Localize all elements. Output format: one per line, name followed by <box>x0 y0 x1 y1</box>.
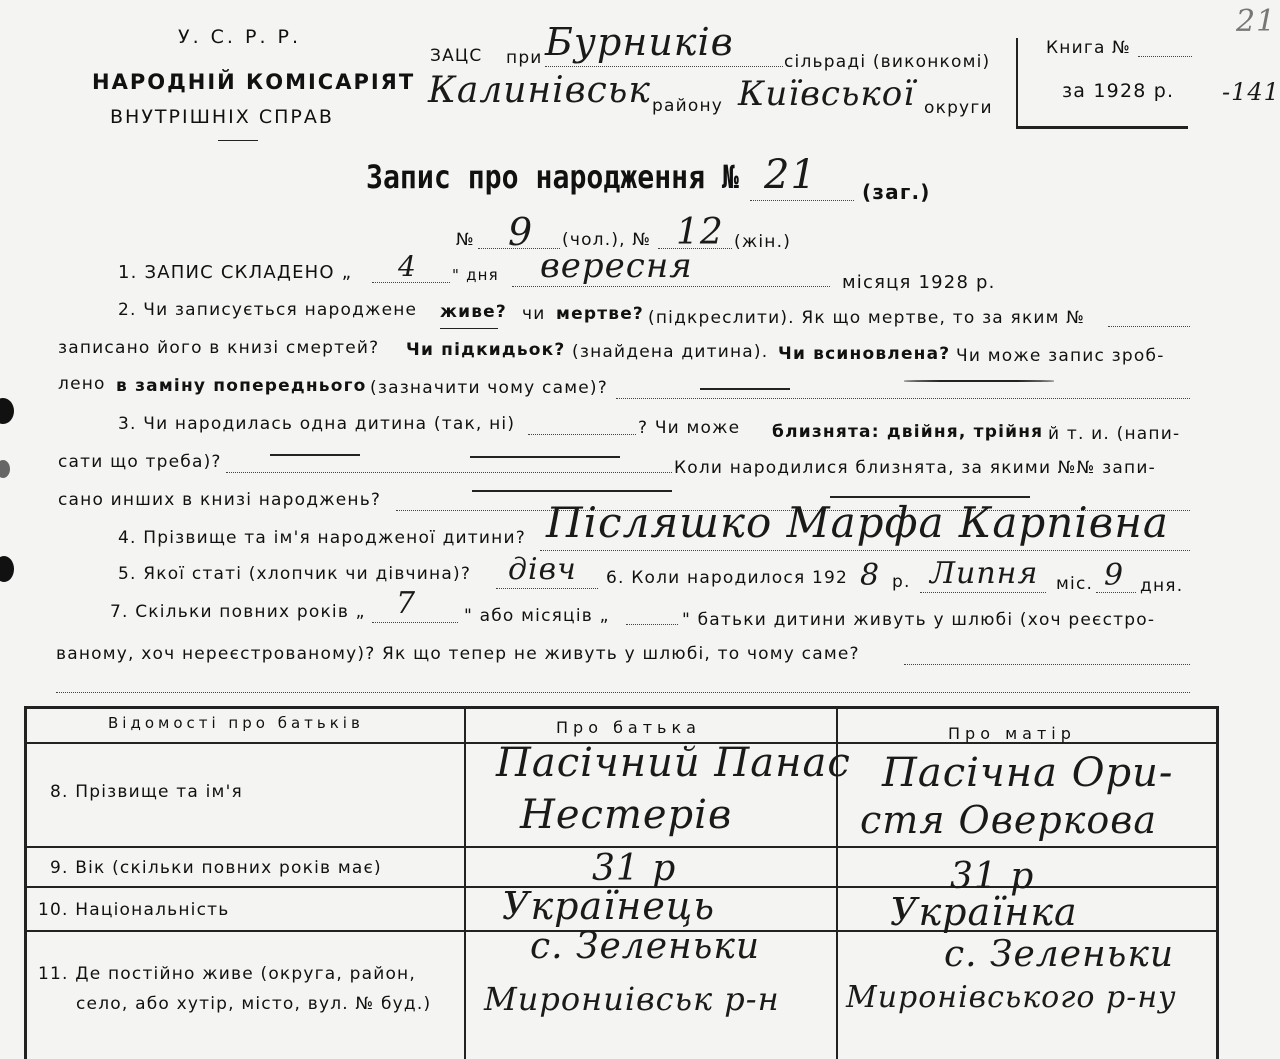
item3-text5: Коли народилися близнята, за якими №№ запи- <box>674 458 1156 478</box>
mother-age-handwritten: 31 р <box>950 856 1035 897</box>
female-number-handwritten: 12 <box>676 212 724 253</box>
table-col-sep <box>464 706 466 1059</box>
book-year: за 1928 р. <box>1062 80 1175 102</box>
no-sign: № <box>456 230 475 250</box>
item2-foundling: Чи підкидьок? <box>406 340 566 360</box>
item2-number-line <box>1108 326 1190 327</box>
item2-text1: 2. Чи записується народжене <box>118 300 418 320</box>
item2-adopted: Чи всиновлена? <box>778 344 951 364</box>
item1-label: 1. ЗАПИС СКЛАДЕНО „ <box>118 262 353 283</box>
table-header-parents: Відомості про батьків <box>108 714 364 732</box>
item7-years-line <box>372 622 458 623</box>
pry-label: при <box>506 48 543 68</box>
item2-reason-line <box>616 398 1190 399</box>
punch-hole <box>0 556 14 582</box>
item7-months-line <box>626 624 678 625</box>
zag-label: (заг.) <box>862 180 931 204</box>
row-name-label: 8. Прізвище та ім'я <box>50 782 243 802</box>
father-age-handwritten: 31 р <box>592 848 677 889</box>
item2-text2: (підкреслити). Як що мертве, то за яким № <box>648 308 1086 328</box>
alive-underline <box>440 328 498 329</box>
record-number-line <box>750 200 854 201</box>
birth-year-handwritten: 8 <box>860 558 881 593</box>
item5-line <box>496 588 598 589</box>
item3-text1: 3. Чи народилась одна дитина (так, ні) <box>118 414 516 434</box>
item3-answer-line <box>528 434 636 435</box>
item1-month-handwritten: вересня <box>540 246 693 286</box>
item7-line <box>904 664 1190 665</box>
record-title: Запис про народження № <box>366 158 739 196</box>
item3-dash <box>470 456 620 458</box>
item2-dash <box>904 380 1054 382</box>
item6-day-line <box>1096 592 1136 593</box>
female-label: (жін.) <box>734 232 792 252</box>
item2-or: чи <box>522 304 546 324</box>
item1-day-label: " дня <box>452 266 499 284</box>
item2-text6: лено <box>58 374 106 394</box>
item4-label: 4. Прізвище та ім'я народженої дитини? <box>118 528 526 548</box>
father-nationality-handwritten: Українець <box>502 884 716 928</box>
item7-label2: " або місяців „ <box>464 606 610 626</box>
mother-residence-handwritten-1: с. Зеленьки <box>944 934 1175 975</box>
punch-hole <box>0 460 10 478</box>
item7-line2 <box>56 692 1190 693</box>
row-age-label: 9. Вік (скільки повних років має) <box>50 858 382 878</box>
book-line <box>1138 56 1192 57</box>
item2-text7: (зазначити чому саме)? <box>370 378 608 398</box>
silradi-label: сільраді (виконкомі) <box>784 52 991 72</box>
item3-text2: ? Чи може <box>638 418 741 438</box>
mother-name-handwritten-2: стя Оверкова <box>860 798 1157 842</box>
table-header-father: Про батька <box>556 718 701 737</box>
table-right <box>1216 706 1219 1059</box>
item6-month-label: міс. <box>1056 574 1094 594</box>
father-residence-handwritten-2: Мирониівськ р-н <box>484 980 780 1018</box>
item4-line <box>540 550 1190 551</box>
okrug-handwritten: Київської <box>738 74 916 114</box>
item2-text5: Чи може запис зроб- <box>956 346 1165 366</box>
birth-month-handwritten: Липня <box>930 556 1039 591</box>
birth-day-handwritten: 9 <box>1104 558 1125 593</box>
item6-month-line <box>920 592 1046 593</box>
father-name-handwritten-1: Пасічний Панас <box>496 740 851 786</box>
item6-day-label: дня. <box>1140 576 1184 596</box>
item2-dead: мертве? <box>556 304 644 324</box>
marriage-years-handwritten: 7 <box>396 586 417 621</box>
header-rule <box>218 140 258 141</box>
row-residence-label-2: село, або хутір, місто, вул. № буд.) <box>76 994 432 1014</box>
mother-nationality-handwritten: Українка <box>890 890 1078 934</box>
item7-label3: " батьки дитини живуть у шлюбі (хоч реєстро- <box>682 610 1156 630</box>
zags-label: ЗАЦС <box>430 46 483 66</box>
record-number-handwritten: 21 <box>764 152 817 198</box>
mother-name-handwritten-1: Пасічна Ори- <box>882 750 1174 796</box>
item3-dash <box>270 454 360 456</box>
item3-dash <box>472 490 672 492</box>
table-left <box>24 706 27 1059</box>
table-header-mother: Про матір <box>948 724 1076 743</box>
item3-text3: й т. и. (напи- <box>1048 424 1181 444</box>
item1-month-label: місяця 1928 р. <box>842 272 996 293</box>
item7-label4: ваному, хоч нереєстрованому)? Як що тепер не живуть у шлюбі, то чому саме? <box>56 644 860 664</box>
item3-text6: сано инших в книзі народжень? <box>58 490 382 510</box>
item5-label: 5. Якої статі (хлопчик чи дівчина)? <box>118 564 472 584</box>
state-name: У. С. Р. Р. <box>178 26 302 48</box>
row-residence-label-1: 11. Де постійно живе (округа, район, <box>38 964 416 984</box>
item2-alive: живе? <box>440 302 507 322</box>
item1-month-line <box>512 286 830 287</box>
okrugy-label: округи <box>924 98 993 118</box>
sex-handwritten: дівч <box>508 552 577 587</box>
item2-replacement: в заміну попереднього <box>116 376 367 396</box>
book-label: Книга № <box>1046 38 1132 58</box>
table-top <box>24 706 1218 709</box>
item3-text4: сати що треба)? <box>58 452 222 472</box>
rayonu-label: району <box>652 96 724 116</box>
mother-residence-handwritten-2: Миронівського р-ну <box>846 980 1177 1015</box>
item3-twins: близнята: двійня, трійня <box>772 422 1044 442</box>
item7-label1: 7. Скільки повних років „ <box>110 602 366 622</box>
item3-line2 <box>226 472 672 473</box>
male-label: (чол.), № <box>562 230 652 250</box>
book-box-bottom <box>1016 126 1188 129</box>
punch-hole <box>0 398 14 424</box>
item1-day-line <box>372 282 450 283</box>
item6-year-suffix: р. <box>892 572 911 592</box>
village-line <box>545 66 783 67</box>
row-nationality-label: 10. Національність <box>38 900 230 920</box>
male-number-handwritten: 9 <box>508 210 534 254</box>
margin-handwritten: -141 <box>1222 78 1280 106</box>
father-name-handwritten-2: Нестерів <box>520 792 733 838</box>
item2-dash <box>700 388 790 390</box>
item2-text4: (знайдена дитина). <box>572 342 769 362</box>
district-handwritten: Калинiвськ <box>428 70 651 111</box>
item6-label: 6. Коли народилося 192 <box>606 568 849 588</box>
ministry-line2: ВНУТРІШНІХ СПРАВ <box>110 106 334 128</box>
corner-handwritten: 21 <box>1236 4 1277 39</box>
village-handwritten: Бурникiв <box>545 20 734 64</box>
item2-text3: записано його в книзі смертей? <box>58 338 380 358</box>
father-residence-handwritten-1: с. Зеленьки <box>530 926 761 967</box>
child-name-handwritten: Післяшко Марфа Карпівна <box>546 498 1169 547</box>
ministry-line1: НАРОДНІЙ КОМІСАРІЯТ <box>92 70 416 94</box>
book-box-left <box>1016 38 1018 126</box>
item1-day-handwritten: 4 <box>398 250 417 283</box>
